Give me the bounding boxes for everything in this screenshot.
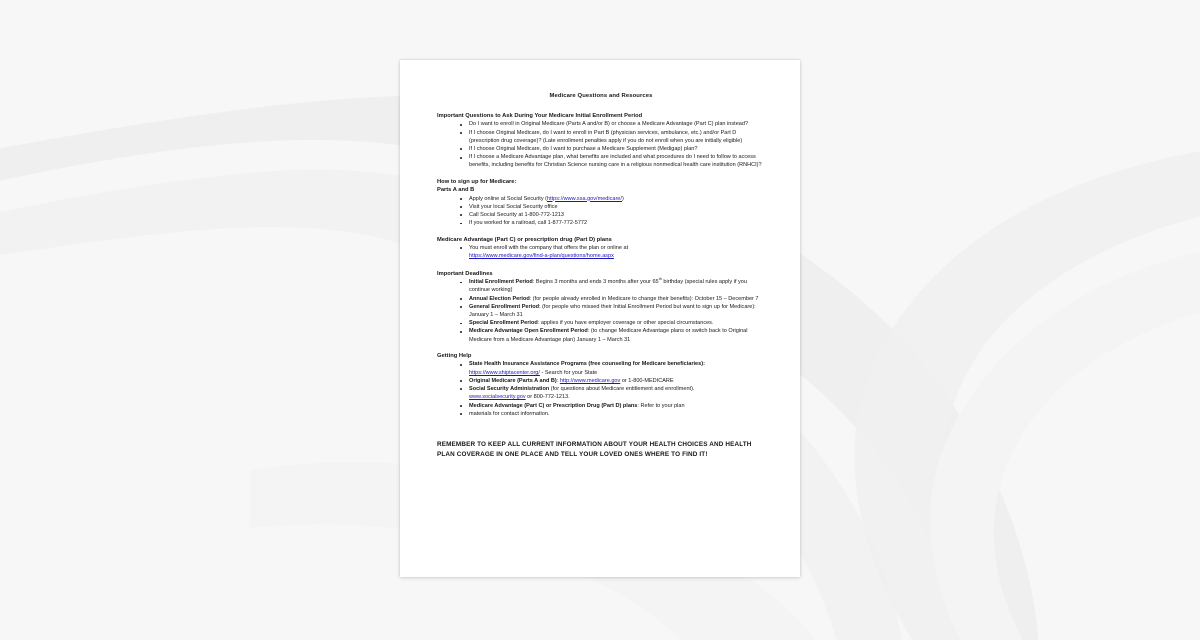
deadline-label: Annual Election Period	[469, 295, 530, 302]
medicare-find-a-plan-link[interactable]: https://www.medicare.gov/find-a-plan/questions/home.aspx	[469, 253, 614, 260]
list-item	[460, 295, 765, 303]
subsection-heading-parts-a-and-b: Parts A and B	[437, 187, 475, 194]
final-reminder-note: REMEMBER TO KEEP ALL CURRENT INFORMATION ABOUT YOUR HEALTH CHOICES AND HEALTH PLAN COVERAGE IN ONE PLACE AND TELL YOUR LOVED ONES WHERE TO FIND IT!	[437, 440, 752, 459]
deadlines-list	[437, 278, 765, 344]
ssa-medicare-link[interactable]: https://www.ssa.gov/medicare/	[547, 195, 622, 202]
help-text-continuation: materials for contact information.	[469, 410, 550, 417]
advantage-list	[437, 244, 765, 260]
question-text: If I choose a Medicare Advantage plan, what benefits are included and what procedures do I need to follow to access benefits, including benefits for Christian Science nursing care in a religious nonmedical health care institution (RNHCI)?	[469, 154, 762, 169]
signup-text: If you worked for a railroad, call 1-877-772-5772	[469, 220, 588, 227]
help-label-ship: State Health Insurance Assistance Programs (free counseling for Medicare beneficiaries):	[469, 361, 705, 368]
list-item	[460, 203, 765, 211]
medicare-gov-link[interactable]: http://www.medicare.gov	[559, 377, 621, 384]
section-heading-signup: How to sign up for Medicare:	[437, 179, 517, 186]
deadline-label: Medicare Advantage Open Enrollment Period	[469, 328, 588, 335]
deadline-text: : (for people already enrolled in Medicare to change their benefits): October 15 – December 7	[529, 295, 759, 302]
spacer	[437, 418, 765, 440]
list-item	[460, 278, 765, 294]
list-item	[460, 129, 765, 145]
deadline-text: : (for people who missed their Initial Enrollment Period but want to sign up for Medicare): January 1 – March 31	[469, 303, 756, 318]
question-text: If I choose Original Medicare, do I want to purchase a Medicare Supplement (Medigap) plan?	[469, 146, 698, 153]
spacer	[437, 170, 765, 179]
ordinal-suffix: th	[658, 276, 662, 282]
help-label-plans: Medicare Advantage (Part C) or Prescription Drug (Part D) plans	[469, 402, 638, 409]
help-text-ship-tail: - Search for your State	[539, 369, 598, 376]
help-text: : Refer to your plan	[637, 402, 685, 409]
list-item	[460, 120, 765, 128]
section-heading-getting-help: Getting Help	[437, 353, 472, 360]
section-heading-advantage: Medicare Advantage (Part C) or prescription drug (Part D) plans	[437, 236, 612, 243]
list-item	[460, 244, 765, 260]
help-text: :	[556, 377, 560, 384]
list-item	[460, 385, 765, 401]
deadline-text: : Begins 3 months and ends 3 months after your 65	[532, 279, 659, 286]
spacer	[437, 344, 765, 353]
help-label-original-medicare: Original Medicare (Parts A and B)	[469, 377, 557, 384]
help-label-ssa: Social Security Administration	[469, 386, 550, 393]
list-item	[460, 360, 765, 376]
list-item	[460, 153, 765, 169]
signup-text: Visit your local Social Security office	[469, 203, 558, 210]
shiptacenter-link[interactable]: https://www.shiptacenter.org/	[469, 369, 540, 376]
question-text: Do I want to enroll in Original Medicare (Parts A and/or B) or choose a Medicare Advantage (Part C) plan instead?	[469, 121, 749, 128]
spacer	[437, 260, 765, 270]
deadline-label: Special Enrollment Period	[469, 320, 538, 327]
questions-list	[437, 120, 765, 169]
deadline-text: : applies if you have employer coverage or other special circumstances.	[537, 320, 714, 327]
list-item	[460, 195, 765, 203]
signup-text-tail: )	[621, 195, 624, 202]
deadline-text-tail: birthday (special rules apply if you continue working)	[469, 279, 747, 294]
help-text-tail: or 1-800-MEDICARE	[620, 377, 674, 384]
list-item	[460, 327, 765, 343]
list-item	[460, 319, 765, 327]
deadline-label: General Enrollment Period	[469, 303, 539, 310]
help-list	[437, 360, 765, 417]
deadline-label: Initial Enrollment Period	[469, 279, 533, 286]
deadline-text: : (to change Medicare Advantage plans or switch back to Original Medicare from a Medicare Advantage plan) January 1 – March 31	[469, 328, 748, 343]
signup-list	[437, 195, 765, 228]
list-item	[460, 377, 765, 385]
list-item	[460, 211, 765, 219]
section-heading-questions: Important Questions to Ask During Your Medicare Initial Enrollment Period	[437, 113, 643, 120]
help-text-tail: or 800-772-1213.	[525, 394, 570, 401]
list-item	[460, 303, 765, 319]
spacer	[437, 227, 765, 236]
list-item	[460, 402, 765, 410]
signup-text: Apply online at Social Security (	[469, 195, 548, 202]
list-item	[460, 145, 765, 153]
advantage-text: You must enroll with the company that offers the plan or online at	[469, 245, 629, 252]
section-heading-deadlines: Important Deadlines	[437, 270, 493, 277]
question-text: If I choose Original Medicare, do I want to enroll in Part B (physician services, ambulance, etc.) and/or Part D (prescription drug coverage)? (Late enrollment penalties apply if you do not enroll when you are initially eligible)	[469, 129, 743, 144]
document-content	[437, 92, 765, 460]
socialsecurity-gov-link[interactable]: www.socialsecurity.gov	[469, 394, 526, 401]
list-item	[460, 219, 765, 227]
help-text: (for questions about Medicare entitlement and enrollment).	[549, 386, 695, 393]
signup-text: Call Social Security at 1-800-772-1213	[469, 211, 564, 218]
document-title: Medicare Questions and Resources	[549, 93, 653, 99]
list-item	[460, 410, 765, 418]
document-page	[400, 60, 800, 577]
